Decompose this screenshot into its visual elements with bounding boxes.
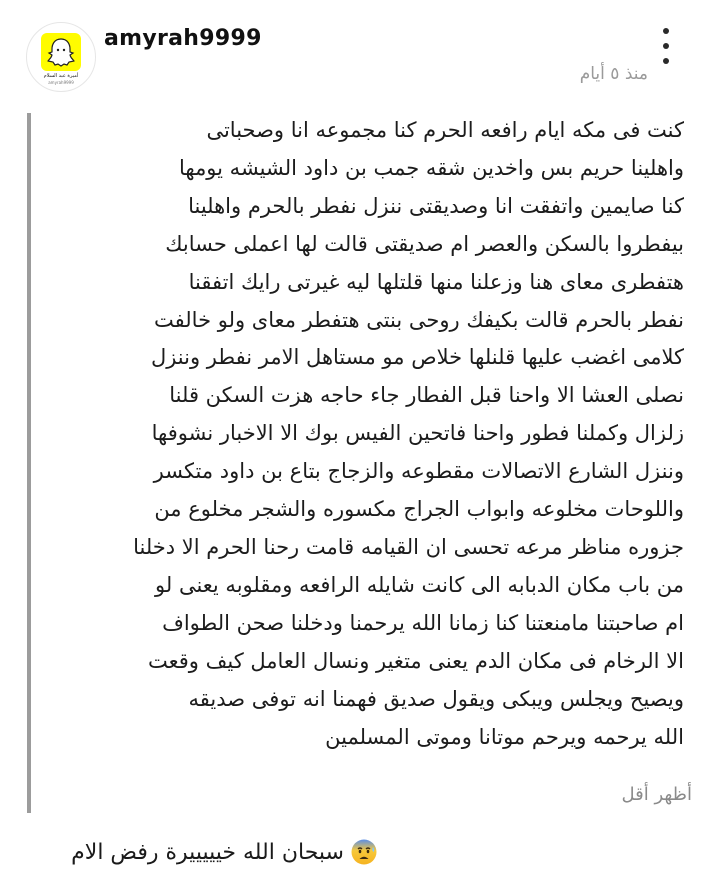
post-line: الله يرحمه ويرحم موتانا وموتى المسلمين [325,724,684,749]
post-line: هتفطرى معاى هنا وزعلنا منها قلتلها ليه غيرتى رايك اتفقنا [188,269,684,294]
post-line: نصلى العشا الا واحنا قبل الفطار جاء حاجه هزت السكن قلنا [169,383,684,408]
post-line: زلزال وكملنا فطور واحنا فاتحين الفيس بوك الا الاخبار نشوفها [151,421,684,446]
avatar-caption: أميرة عبد السلام [43,73,79,79]
post-line: واهلينا حريم بس واخدين شقه جمب بن داود الشيشه يومها [178,155,684,180]
reply-text: سبحان الله خيييييرة رفض الام [71,839,344,865]
post-line: وننزل الشارع الاتصالات مقطوعه والزجاج بتاع بن داود متكسر [153,459,684,484]
post-line: نفطر بالحرم قالت بكيفك روحى بنتى هتفطر معاى ولو خالفت [154,307,684,332]
show-less-link[interactable]: أظهر أقل [621,784,692,805]
post-line: كنا صايمين واتفقت انا وصديقتى ننزل نفطر بالحرم واهلينا [188,193,684,218]
avatar-subcaption: amyrah9999 [48,80,74,85]
post-line: واللوحات مخلوعه وابواب الجراج مكسوره والشجر مخلوع من [154,497,684,522]
menu-dot [663,43,669,49]
avatar[interactable] [26,22,96,92]
post-line: كنت فى مكه ايام رافعه الحرم كنا مجموعه انا وصحباتى [206,118,684,142]
post-line: كلامى اغضب عليها قلنلها خلاص مو مستاهل الامر نفطر وننزل [150,345,684,370]
menu-dot [663,28,669,34]
post-line: الا الرخام فى مكان الدم يعنى متغير ونسال العامل كيف وقعت [148,648,684,673]
menu-dot [663,58,669,64]
post-timestamp: منذ ٥ أيام [579,64,648,84]
post-body [44,112,684,756]
reply-comment [71,838,378,866]
quote-bar [27,113,31,813]
more-options-icon[interactable] [654,24,678,68]
post-line: ام صاحبتنا مامنعتنا كنا زمانا الله يرحمنا ودخلنا صحن الطواف [162,610,684,635]
username[interactable]: amyrah9999 [104,26,262,51]
post-line: من باب مكان الدبابه الى كانت شايله الرافعه ومقلوبه يعنى لو [155,572,684,597]
post-line: بيفطروا بالسكن والعصر ام صديقتى قالت لها اعملى حسابك [165,231,684,256]
post-line: ويصيح ويجلس ويبكى ويقول صديق فهمنا انه توفى صديقه [188,686,684,711]
post-line: جزوره مناظر مرعه تحسى ان القيامه قامت رحنا الحرم الا دخلنا [133,534,684,559]
anxious-face-with-sweat-icon [350,838,378,866]
snapcode-icon [41,33,81,71]
